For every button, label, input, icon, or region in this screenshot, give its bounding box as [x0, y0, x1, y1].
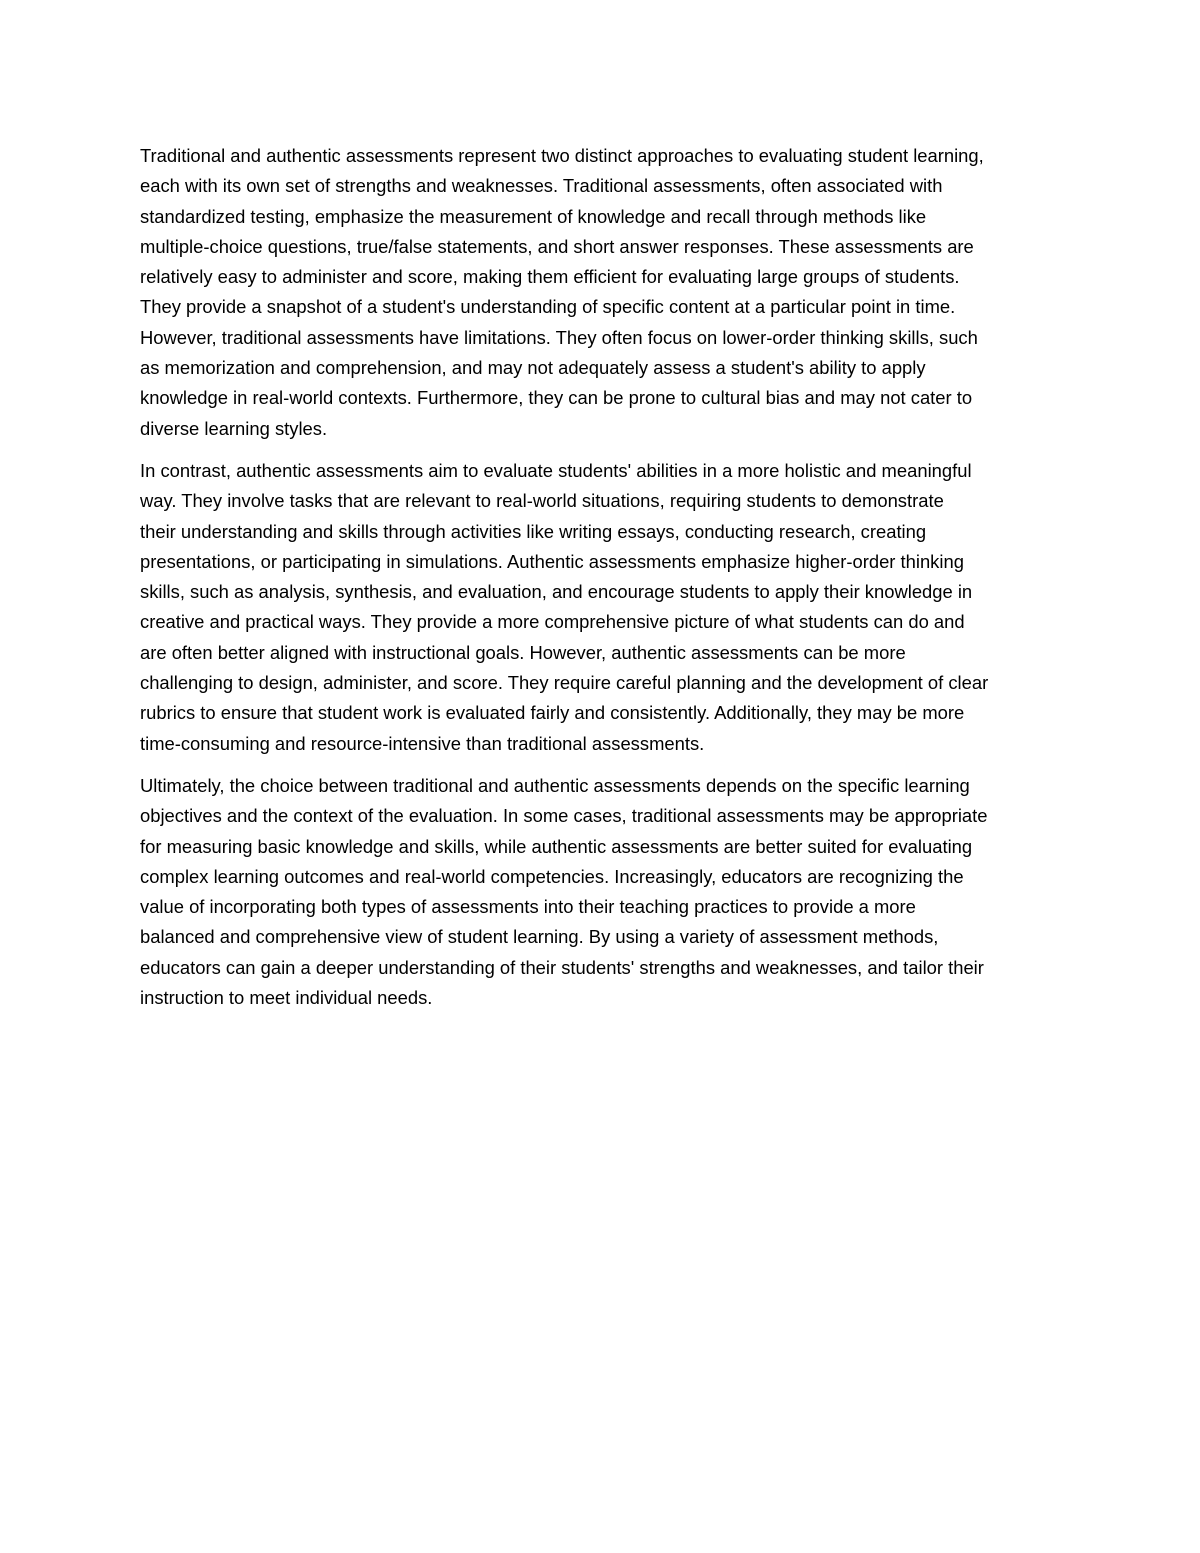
- text-line: for measuring basic knowledge and skills, while authentic assessments are better suited for evaluating: [140, 835, 973, 857]
- text-line: diverse learning styles.: [140, 417, 328, 439]
- text-line: multiple-choice questions, true/false statements, and short answer responses. These assessments are: [140, 235, 974, 257]
- text-line: presentations, or participating in simulations. Authentic assessments emphasize higher-order thinking: [140, 550, 964, 572]
- paragraph-3: [140, 771, 1065, 1013]
- text-line: skills, such as analysis, synthesis, and evaluation, and encourage students to apply their knowledge in: [140, 581, 973, 603]
- text-line: complex learning outcomes and real-world competencies. Increasingly, educators are recognizing the: [140, 865, 964, 887]
- text-line: balanced and comprehensive view of student learning. By using a variety of assessment methods,: [140, 926, 939, 948]
- text-line: time-consuming and resource-intensive than traditional assessments.: [140, 732, 705, 754]
- text-line: their understanding and skills through activities like writing essays, conducting research, creating: [140, 520, 927, 542]
- text-line: Traditional and authentic assessments represent two distinct approaches to evaluating student learning,: [140, 145, 984, 166]
- text-line: as memorization and comprehension, and may not adequately assess a student's ability to apply: [140, 357, 926, 379]
- text-line: standardized testing, emphasize the measurement of knowledge and recall through methods like: [140, 205, 927, 227]
- paragraph-1: [140, 141, 1065, 444]
- text-line: relatively easy to administer and score, making them efficient for evaluating large groups of students.: [140, 266, 960, 288]
- text-line: educators can gain a deeper understanding of their students' strengths and weaknesses, and tailor their: [140, 956, 984, 978]
- text-line: way. They involve tasks that are relevant to real-world situations, requiring students to demonstrate: [140, 490, 944, 512]
- text-line: creative and practical ways. They provide a more comprehensive picture of what students can do and: [140, 611, 965, 633]
- text-line: Ultimately, the choice between traditional and authentic assessments depends on the specific learning: [140, 774, 970, 796]
- text-line: objectives and the context of the evaluation. In some cases, traditional assessments may be appropriate: [140, 805, 988, 827]
- text-line: instruction to meet individual needs.: [140, 987, 433, 1009]
- text-line: are often better aligned with instructional goals. However, authentic assessments can be more: [140, 641, 906, 663]
- paragraph-2: [140, 456, 1065, 759]
- text-line: However, traditional assessments have limitations. They often focus on lower-order thinking skills, such: [140, 326, 978, 348]
- text-line: In contrast, authentic assessments aim to evaluate students' abilities in a more holistic and meaningful: [140, 459, 972, 481]
- document-body: [140, 141, 1065, 1025]
- text-line: value of incorporating both types of assessments into their teaching practices to provide a more: [140, 896, 916, 918]
- text-line: knowledge in real-world contexts. Furthermore, they can be prone to cultural bias and may not cater to: [140, 387, 973, 409]
- text-line: rubrics to ensure that student work is evaluated fairly and consistently. Additionally, they may be more: [140, 702, 965, 724]
- text-line: They provide a snapshot of a student's understanding of specific content at a particular point in time.: [140, 296, 956, 318]
- text-line: challenging to design, administer, and score. They require careful planning and the development of clear: [140, 672, 989, 694]
- text-line: each with its own set of strengths and weaknesses. Traditional assessments, often associated with: [140, 175, 943, 197]
